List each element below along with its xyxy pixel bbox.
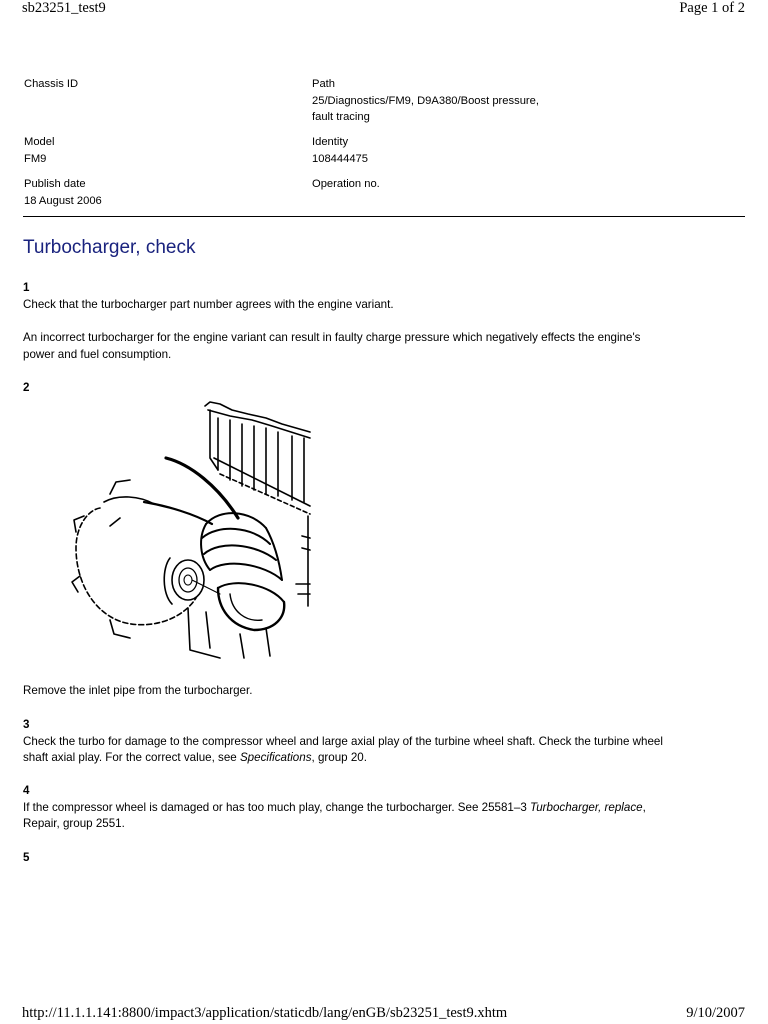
document-url: http://11.1.1.141:8800/impact3/application/staticdb/lang/enGB/sb23251_test9.xhtm — [22, 1005, 508, 1021]
turbocharger-inlet-illustration — [70, 398, 315, 660]
identity-label: Identity — [312, 136, 349, 148]
step-3-line-2 — [23, 750, 745, 767]
identity-field — [312, 134, 368, 167]
model-value: FM9 — [24, 152, 47, 165]
operation-label: Operation no. — [312, 178, 380, 190]
header-divider — [23, 216, 745, 217]
path-field — [312, 76, 539, 126]
step-number: 1 — [23, 281, 30, 294]
chassis-id-label: Chassis ID — [24, 78, 79, 90]
path-value-line-1: 25/Diagnostics/FM9, D9A380/Boost pressure, — [312, 94, 539, 107]
model-label: Model — [24, 136, 55, 148]
print-date: 9/10/2007 — [686, 1005, 745, 1021]
document-name: sb23251_test9 — [22, 0, 106, 16]
step-1 — [23, 280, 745, 363]
path-label: Path — [312, 78, 336, 90]
step-number: 2 — [23, 381, 30, 394]
page-title: Turbocharger, check — [23, 237, 196, 258]
step-1-text: Check that the turbocharger part number agrees with the engine variant. — [23, 297, 394, 311]
step-4-line-1-prefix: If the compressor wheel is damaged or has too much play, change the turbocharger. See 25581–3 — [23, 800, 530, 814]
step-4 — [23, 783, 745, 833]
step-2-text: Remove the inlet pipe from the turbocharger. — [23, 684, 253, 697]
step-4-line-1 — [23, 800, 745, 817]
publish-date-label: Publish date — [24, 178, 86, 190]
print-header — [22, 0, 745, 20]
print-footer — [22, 1002, 745, 1022]
step-1-note-line-1: An incorrect turbocharger for the engine variant can result in faulty charge pressure which negatively effects the engine's — [23, 331, 641, 344]
step-1-note-line-2: power and fuel consumption. — [23, 347, 172, 361]
turbocharger-replace-reference: Turbocharger, replace — [530, 800, 643, 814]
model-field — [24, 134, 54, 167]
step-5 — [23, 850, 745, 867]
step-3-line-2-suffix: , group 20. — [311, 751, 367, 764]
operation-field — [312, 176, 380, 193]
step-number: 4 — [23, 784, 30, 797]
step-3-line-1: Check the turbo for damage to the compressor wheel and large axial play of the turbine wheel shaft. Check the turbine wheel — [23, 734, 663, 748]
specifications-reference: Specifications — [239, 751, 312, 764]
publish-date-value: 18 August 2006 — [24, 194, 102, 207]
step-3 — [23, 717, 745, 767]
path-value-line-2: fault tracing — [312, 111, 370, 123]
page-indicator: Page 1 of 2 — [679, 0, 745, 16]
step-4-line-2: Repair, group 2551. — [23, 817, 125, 830]
chassis-id-field — [24, 76, 78, 93]
step-2 — [23, 380, 745, 397]
step-number: 5 — [23, 851, 30, 864]
publish-date-field — [24, 176, 102, 209]
step-4-line-1-suffix: , — [642, 800, 646, 814]
step-2-caption-block — [23, 683, 745, 700]
identity-value: 108444475 — [312, 152, 368, 165]
step-3-line-2-prefix: shaft axial play. For the correct value, see — [23, 751, 240, 764]
step-number: 3 — [23, 718, 30, 731]
